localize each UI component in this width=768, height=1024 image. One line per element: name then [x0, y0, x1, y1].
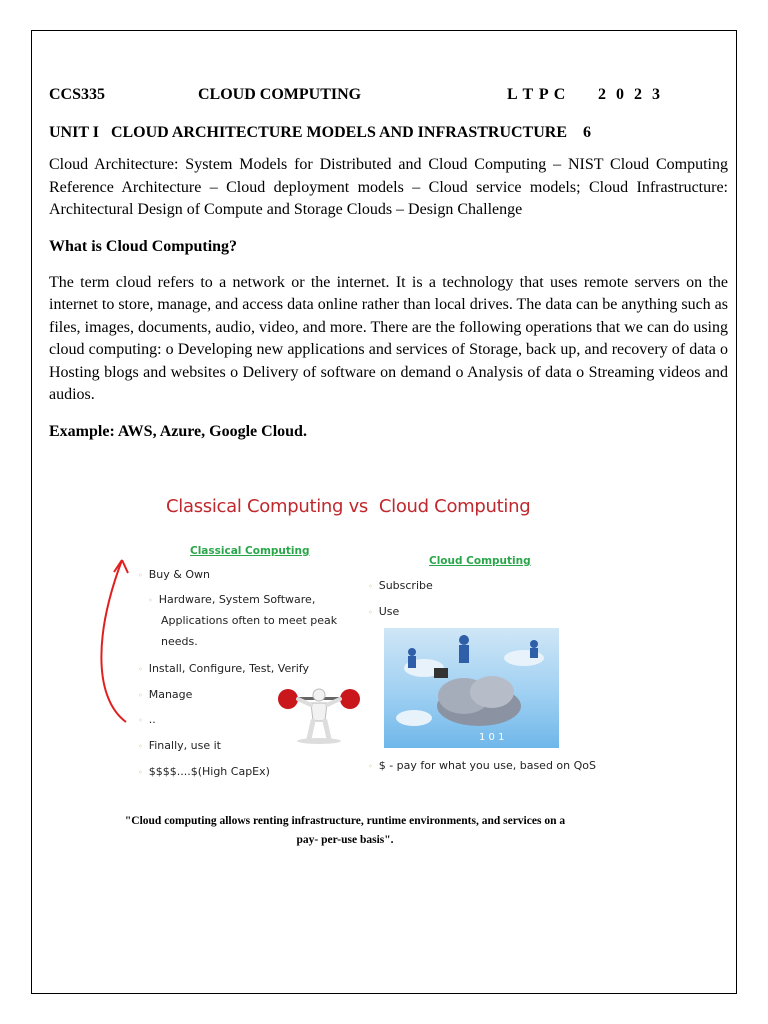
classical-item-dots: ◦ .. [138, 713, 156, 726]
cloud-heading: Cloud Computing [429, 555, 531, 567]
course-code: CCS335 [49, 86, 106, 103]
cloud-item-pay: ◦ $ - pay for what you use, based on QoS [368, 759, 596, 772]
cloud-users-illustration [384, 628, 559, 748]
document-body [49, 86, 728, 441]
classical-item-use: ◦ Finally, use it [138, 739, 221, 752]
weightlifter-illustration [278, 685, 360, 745]
comparison-figure [120, 490, 600, 790]
quote-line-2: pay- per-use basis". [296, 834, 394, 846]
course-name: CLOUD COMPUTING [198, 86, 362, 103]
red-arrow-icon [92, 550, 132, 730]
figure-title: Classical Computing vs Cloud Computing [166, 496, 531, 517]
course-header [49, 86, 728, 108]
classical-item-install: ◦ Install, Configure, Test, Verify [138, 662, 309, 675]
classical-item-manage: ◦ Manage [138, 688, 193, 701]
svg-text:1 0 1: 1 0 1 [479, 732, 505, 743]
classical-item-capex: ◦ $$$$....$(High CapEx) [138, 765, 270, 778]
section-heading: What is Cloud Computing? [49, 237, 238, 255]
classical-item-buy: ◦ Buy & Own [138, 568, 210, 581]
unit-title: UNIT I CLOUD ARCHITECTURE MODELS AND INFRASTRUCTURE 6 [49, 124, 592, 141]
ltpc-label: L T P C [507, 86, 567, 103]
example-line: Example: AWS, Azure, Google Cloud. [49, 422, 307, 440]
cloud-item-use: ◦ Use [368, 605, 400, 618]
section-body: The term cloud refers to a network or the internet. It is a technology that uses remote servers on the internet to store, manage, and access data online rather than local drives. The data can be anything such as files, images, documents, audio, video, and more. There are the following operations that we can do using cloud computing: o Developing new applications and services of Storage, back up, and recovery of data o Hosting blogs and websites o Delivery of software on demand o Analysis of data o Streaming videos and audios. [49, 273, 728, 403]
cloud-item-subscribe: ◦ Subscribe [368, 579, 433, 592]
classical-subitem-2: Applications often to meet peak [161, 614, 338, 627]
classical-subitem: ◦ Hardware, System Software, [148, 593, 316, 606]
classical-heading: Classical Computing [190, 545, 310, 557]
quote-line-1: "Cloud computing allows renting infrastructure, runtime environments, and services on a [124, 815, 566, 827]
classical-subitem-3: needs. [161, 635, 198, 648]
syllabus-text: Cloud Architecture: System Models for Distributed and Cloud Computing – NIST Cloud Computing Reference Architecture – Cloud deployment models – Cloud service models; Cloud Infrastructure: Architectural Design of Compute and Storage Clouds – Design Challenge [49, 156, 728, 218]
quote-block [95, 812, 595, 850]
ltpc-values: 2 0 2 3 [598, 86, 663, 103]
